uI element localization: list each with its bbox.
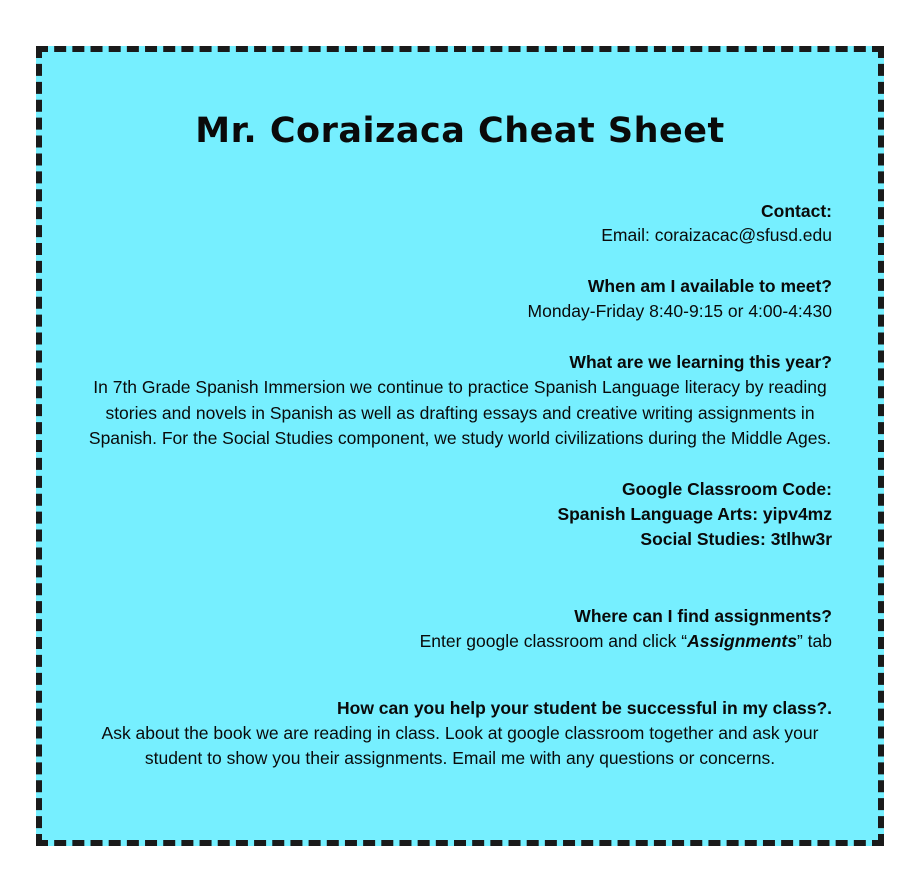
- contact-heading: Contact:: [761, 200, 832, 221]
- classroom-code-social-studies: Social Studies: 3tlhw3r: [640, 529, 832, 550]
- section-learning: [88, 350, 832, 452]
- assignments-tab-name: Assignments: [687, 630, 797, 651]
- spacer: [88, 324, 832, 350]
- spacer: [88, 451, 832, 477]
- page-title: Mr. Coraizaca Cheat Sheet: [195, 111, 725, 151]
- spacer: [88, 654, 832, 696]
- cheat-sheet-card: [36, 46, 884, 846]
- assignments-heading: Where can I find assignments?: [574, 605, 832, 626]
- contact-email: Email: coraizacac@sfusd.edu: [601, 225, 832, 246]
- learning-line-3: Spanish. For the Social Studies component, we study world civilizations during the Middle Ages.: [88, 428, 832, 448]
- section-classroom-codes: [88, 477, 832, 552]
- assignments-instruction-post: ” tab: [796, 630, 832, 651]
- spacer: [88, 552, 832, 604]
- assignments-instruction-pre: Enter google classroom and click “: [419, 630, 688, 651]
- section-support: [88, 696, 832, 772]
- classroom-codes-heading: Google Classroom Code:: [621, 479, 832, 500]
- cheat-sheet-content: [42, 52, 878, 840]
- learning-line-1: In 7th Grade Spanish Immersion we continue to practice Spanish Language literacy by reading: [93, 377, 827, 398]
- section-contact: [88, 199, 832, 249]
- availability-hours: Monday-Friday 8:40-9:15 or 4:00-4:430: [527, 301, 832, 322]
- classroom-code-sla: Spanish Language Arts: yipv4mz: [557, 504, 832, 525]
- spacer: [88, 248, 832, 274]
- support-heading: How can you help your student be successful in my class?.: [337, 697, 832, 718]
- support-line-1: Ask about the book we are reading in class. Look at google classroom together and ask your: [101, 722, 819, 743]
- learning-heading: What are we learning this year?: [569, 351, 832, 372]
- section-assignments: [88, 604, 832, 654]
- assignments-instruction: [88, 629, 832, 654]
- section-availability: [88, 274, 832, 324]
- learning-line-2: stories and novels in Spanish as well as drafting essays and creative writing assignments in: [105, 402, 815, 423]
- support-line-2: student to show you their assignments. Email me with any questions or concerns.: [144, 748, 776, 769]
- availability-heading: When am I available to meet?: [587, 276, 832, 297]
